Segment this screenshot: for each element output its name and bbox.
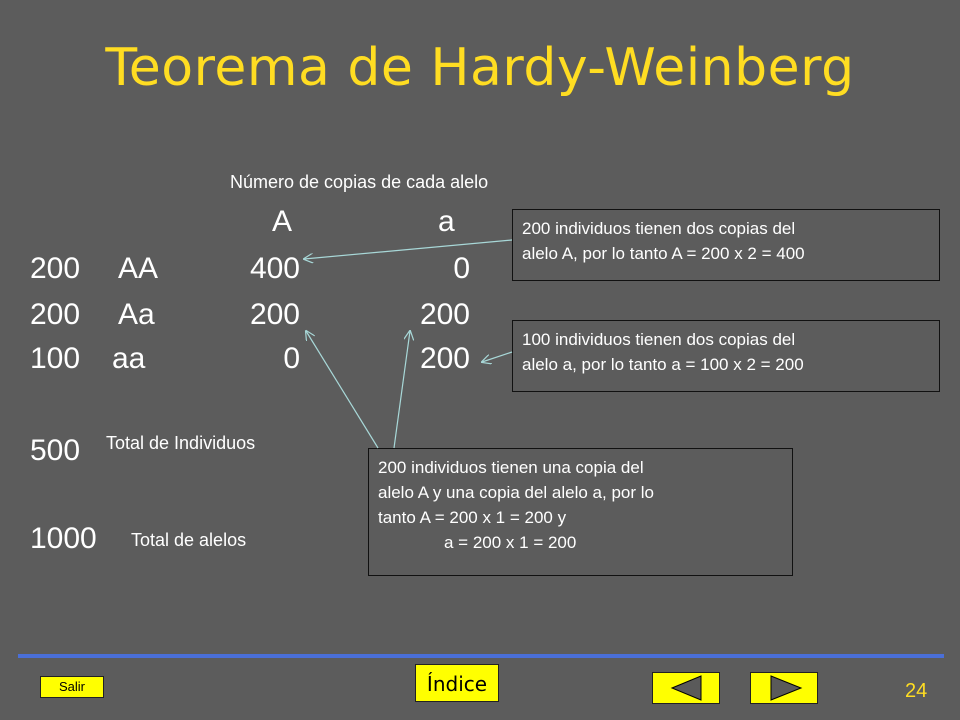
row-a-copies: 0	[453, 252, 470, 285]
next-button[interactable]	[750, 672, 818, 704]
note-line: 200 individuos tienen una copia del	[378, 458, 644, 477]
note-line: 200 individuos tienen dos copias del	[522, 219, 796, 238]
note-line: alelo A y una copia del alelo a, por lo	[378, 483, 654, 502]
arrow-Aa-A	[306, 331, 378, 448]
total-individuals-label: Total de Individuos	[106, 433, 256, 453]
total-individuals-value: 500	[30, 434, 81, 467]
note-line: alelo A, por lo tanto A = 200 x 2 = 400	[522, 244, 805, 263]
column-subtitle: Número de copias de cada alelo	[230, 172, 489, 192]
footer-rule	[18, 654, 944, 658]
previous-button[interactable]	[652, 672, 720, 704]
total-alleles-label: Total de alelos	[131, 530, 247, 550]
page-title: Teorema de Hardy-Weinberg	[105, 38, 855, 98]
row-A-copies: 0	[283, 342, 300, 375]
row-genotype: aa	[112, 342, 146, 375]
row-a-copies: 200	[419, 298, 470, 331]
row-A-copies: 200	[249, 298, 300, 331]
row-a-copies: 200	[419, 342, 470, 375]
arrow-Aa-a	[394, 331, 410, 448]
arrow-aa	[482, 352, 512, 362]
column-header-a: a	[438, 205, 455, 238]
arrow-AA	[304, 240, 512, 259]
note-line: 100 individuos tienen dos copias del	[522, 330, 796, 349]
note-line: tanto A = 200 x 1 = 200 y	[378, 508, 567, 527]
triangle-right-icon	[751, 673, 817, 703]
row-count: 200	[30, 298, 81, 331]
total-alleles-value: 1000	[30, 522, 97, 555]
row-genotype: Aa	[118, 298, 155, 331]
note-line: a = 200 x 1 = 200	[444, 533, 577, 552]
page-number: 24	[905, 680, 928, 702]
row-count: 200	[30, 252, 81, 285]
row-count: 100	[30, 342, 81, 375]
row-A-copies: 400	[249, 252, 300, 285]
exit-button[interactable]: Salir	[40, 676, 104, 698]
index-button[interactable]: Índice	[415, 664, 499, 702]
row-genotype: AA	[118, 252, 159, 285]
triangle-left-icon	[653, 673, 719, 703]
note-line: alelo a, por lo tanto a = 100 x 2 = 200	[522, 355, 804, 374]
column-header-A: A	[272, 205, 293, 238]
